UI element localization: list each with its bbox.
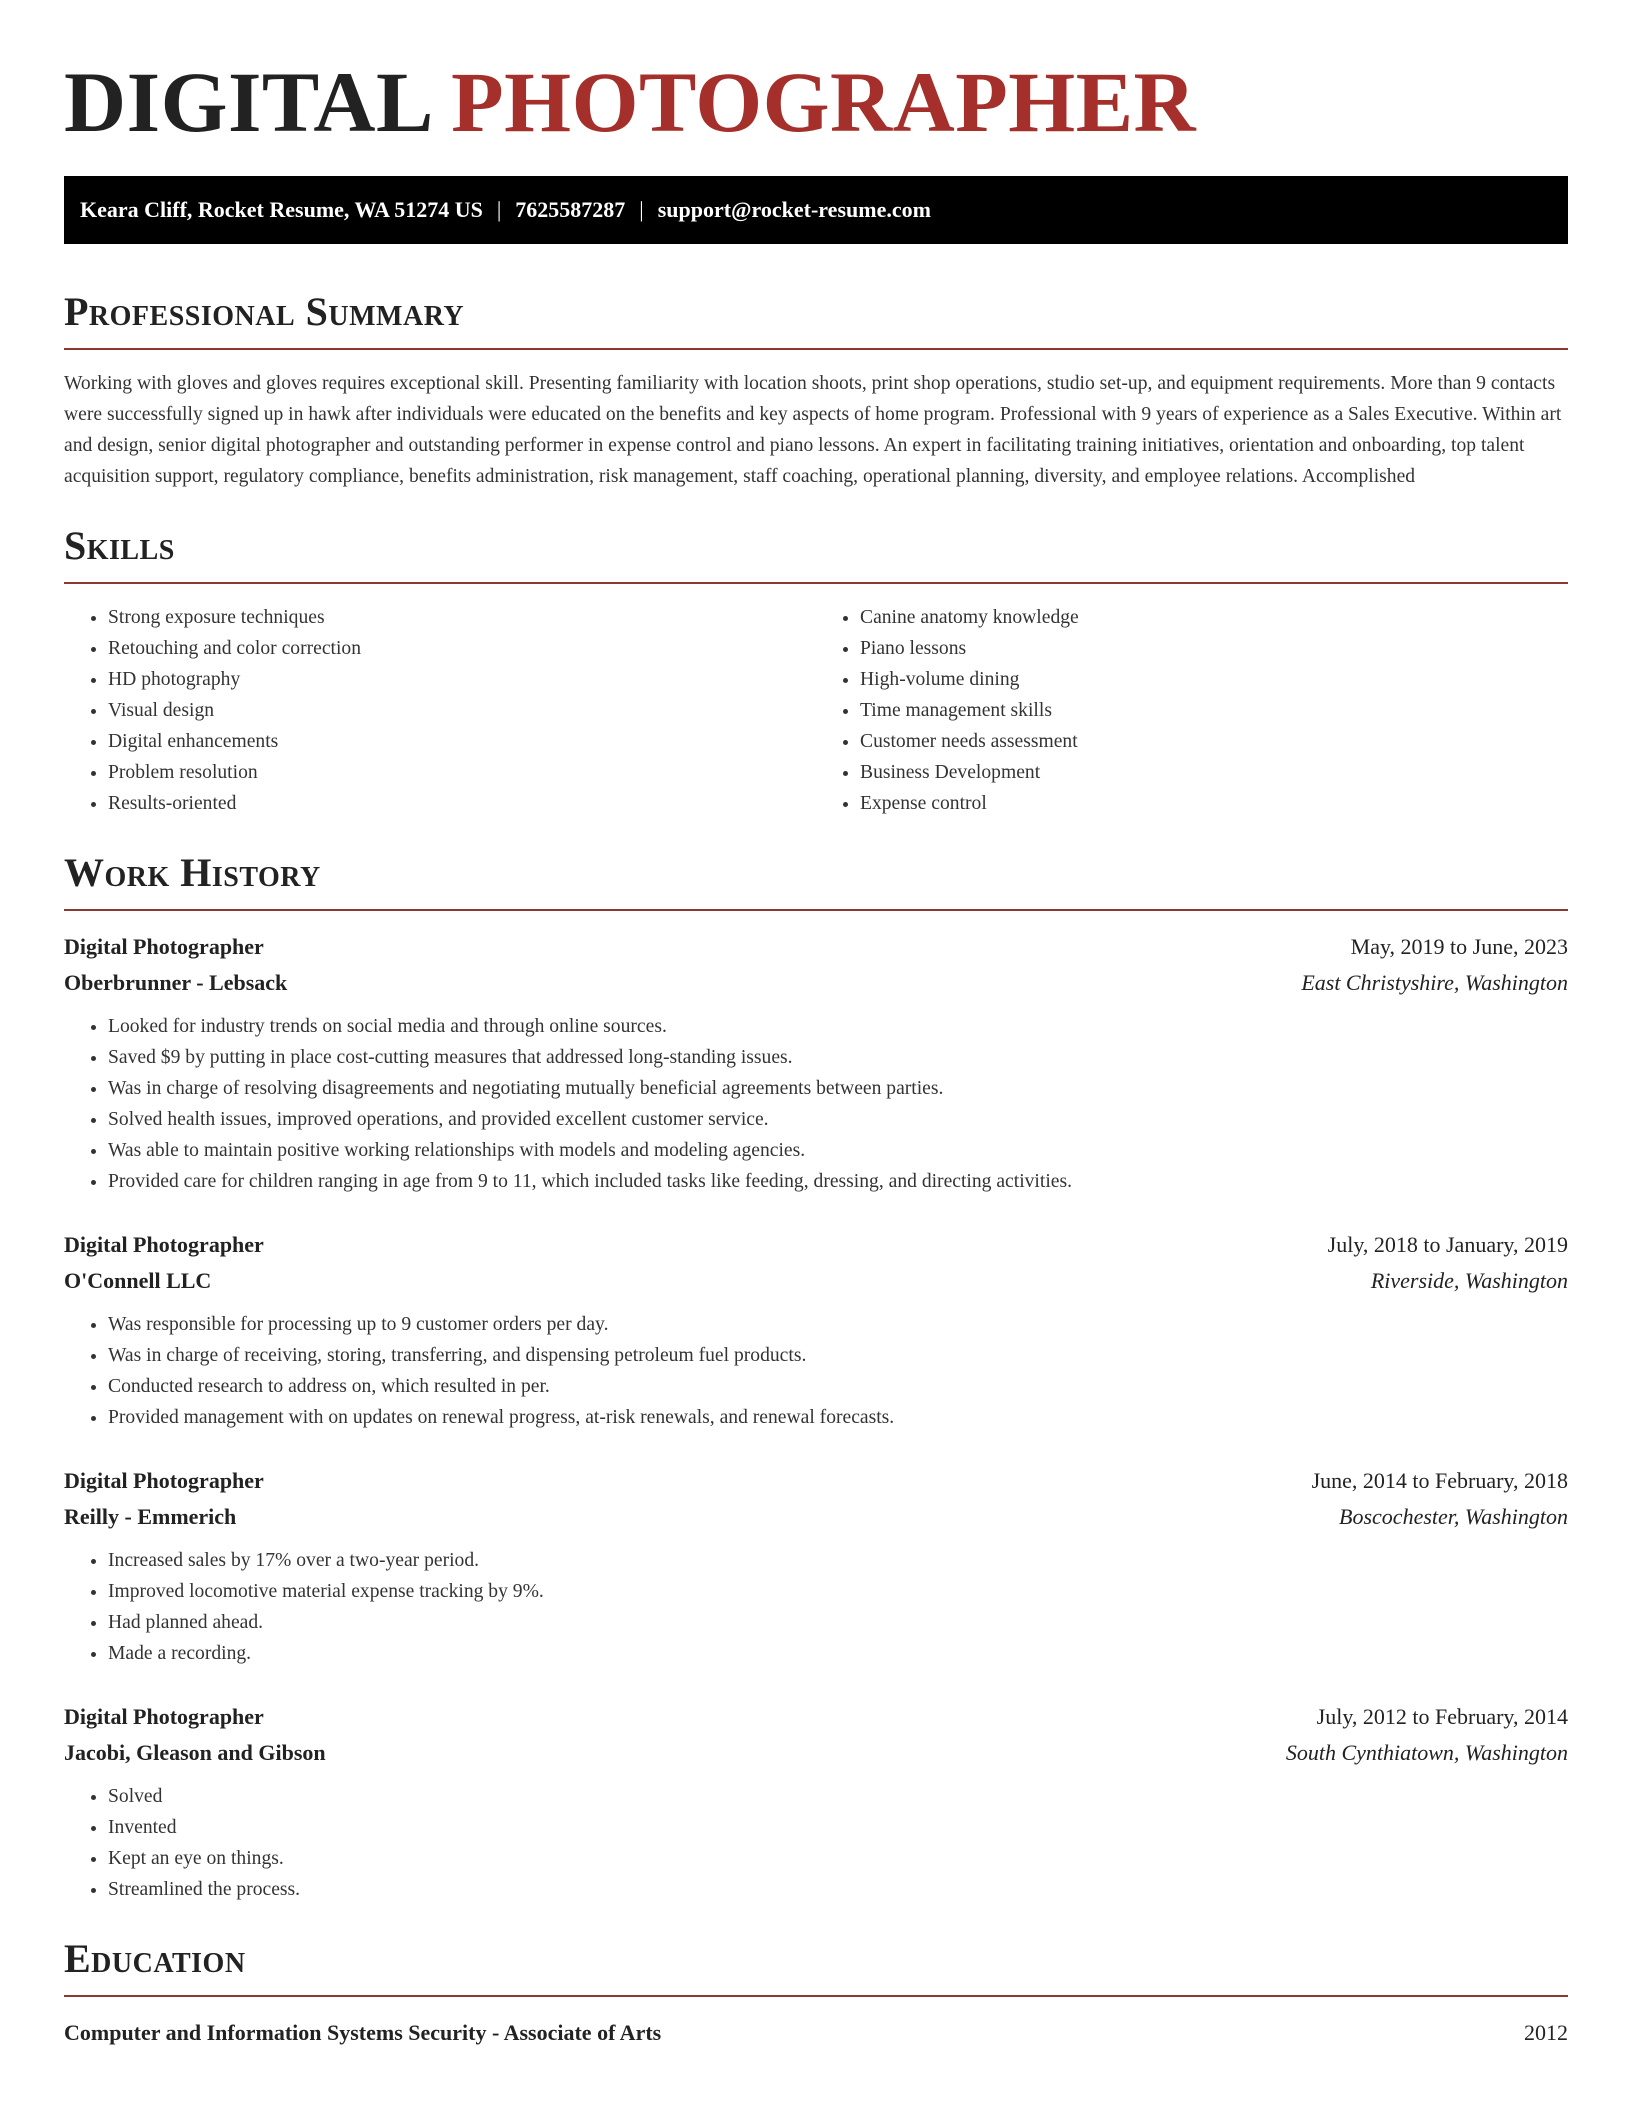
job-bullet: • Invented bbox=[108, 1812, 1568, 1843]
section-divider bbox=[64, 909, 1568, 911]
skills-grid bbox=[64, 602, 1568, 819]
job-bullet: • Improved locomotive material expense tracking by 9%. bbox=[108, 1576, 1568, 1607]
job-bullet: • Kept an eye on things. bbox=[108, 1843, 1568, 1874]
contact-email: support@rocket-resume.com bbox=[657, 197, 931, 222]
job-company-row bbox=[64, 965, 1568, 1001]
contact-bar bbox=[64, 176, 1568, 244]
job-bullet: • Saved $9 by putting in place cost-cutting measures that addressed long-standing issues. bbox=[108, 1042, 1568, 1073]
job-bullets bbox=[64, 1011, 1568, 1197]
skill-item: • Customer needs assessment bbox=[860, 726, 1568, 757]
job-header-row bbox=[64, 1227, 1568, 1263]
job-company-row bbox=[64, 1263, 1568, 1299]
skill-item: • Expense control bbox=[860, 788, 1568, 819]
job-location: South Cynthiatown, Washington bbox=[1285, 1740, 1568, 1765]
skill-item: • Retouching and color correction bbox=[108, 633, 816, 664]
contact-address: Keara Cliff, Rocket Resume, WA 51274 US bbox=[80, 197, 483, 222]
job-bullet: • Was in charge of receiving, storing, transferring, and dispensing petroleum fuel products. bbox=[108, 1340, 1568, 1371]
skill-item: • Piano lessons bbox=[860, 633, 1568, 664]
job-bullets bbox=[64, 1781, 1568, 1905]
contact-phone: 7625587287 bbox=[515, 197, 626, 222]
education-section bbox=[64, 1935, 1568, 2051]
job-title: Digital Photographer bbox=[64, 934, 264, 959]
education-year: 2012 bbox=[1524, 2020, 1568, 2045]
job-header-row bbox=[64, 1463, 1568, 1499]
job-bullet: • Looked for industry trends on social media and through online sources. bbox=[108, 1011, 1568, 1042]
education-degree: Computer and Information Systems Security - Associate of Arts bbox=[64, 2020, 662, 2045]
skills-heading: Skills bbox=[64, 523, 175, 568]
job-company: Reilly - Emmerich bbox=[64, 1504, 237, 1529]
skill-item: • Results-oriented bbox=[108, 788, 816, 819]
skill-item: • Strong exposure techniques bbox=[108, 602, 816, 633]
education-row bbox=[64, 2015, 1568, 2051]
contact-separator: | bbox=[496, 197, 502, 222]
contact-separator: | bbox=[639, 197, 644, 222]
summary-section bbox=[64, 288, 1568, 492]
job-title: Digital Photographer bbox=[64, 1468, 264, 1493]
page-title bbox=[64, 0, 1568, 152]
work-history-section bbox=[64, 849, 1568, 1905]
education-heading: Education bbox=[64, 1936, 246, 1981]
job-entry bbox=[64, 1463, 1568, 1669]
job-bullet: • Was able to maintain positive working relationships with models and modeling agencies. bbox=[108, 1135, 1568, 1166]
job-company-row bbox=[64, 1499, 1568, 1535]
skill-item: • Problem resolution bbox=[108, 757, 816, 788]
job-entry bbox=[64, 929, 1568, 1197]
job-bullet: • Provided management with on updates on renewal progress, at-risk renewals, and renewal forecasts. bbox=[108, 1402, 1568, 1433]
job-bullet: • Solved bbox=[108, 1781, 1568, 1812]
job-bullet: • Streamlined the process. bbox=[108, 1874, 1568, 1905]
job-dates: June, 2014 to February, 2018 bbox=[1311, 1468, 1568, 1493]
job-bullets bbox=[64, 1545, 1568, 1669]
work-history-heading: Work History bbox=[64, 850, 321, 895]
title-word-accent: PHOTOGRAPHER bbox=[451, 54, 1197, 150]
skill-item: • HD photography bbox=[108, 664, 816, 695]
job-header-row bbox=[64, 1699, 1568, 1735]
job-location: East Christyshire, Washington bbox=[1301, 970, 1568, 995]
section-divider bbox=[64, 582, 1568, 584]
job-bullet: • Made a recording. bbox=[108, 1638, 1568, 1669]
skills-section bbox=[64, 522, 1568, 819]
job-bullet: • Conducted research to address on, which resulted in per. bbox=[108, 1371, 1568, 1402]
job-company-row bbox=[64, 1735, 1568, 1771]
job-bullet: • Was responsible for processing up to 9 customer orders per day. bbox=[108, 1309, 1568, 1340]
job-bullets bbox=[64, 1309, 1568, 1433]
section-divider bbox=[64, 348, 1568, 350]
job-company: O'Connell LLC bbox=[64, 1268, 212, 1293]
job-entry bbox=[64, 1227, 1568, 1433]
skill-item: • Time management skills bbox=[860, 695, 1568, 726]
job-bullet: • Had planned ahead. bbox=[108, 1607, 1568, 1638]
skill-item: • Business Development bbox=[860, 757, 1568, 788]
job-title: Digital Photographer bbox=[64, 1232, 264, 1257]
job-location: Riverside, Washington bbox=[1370, 1268, 1568, 1293]
skill-item: • Visual design bbox=[108, 695, 816, 726]
summary-heading: Professional Summary bbox=[64, 289, 465, 334]
job-dates: July, 2018 to January, 2019 bbox=[1327, 1232, 1568, 1257]
job-header-row bbox=[64, 929, 1568, 965]
job-dates: May, 2019 to June, 2023 bbox=[1350, 934, 1568, 959]
skills-list-right bbox=[816, 602, 1568, 819]
skills-list-left bbox=[64, 602, 816, 819]
job-company: Jacobi, Gleason and Gibson bbox=[64, 1740, 326, 1765]
summary-text: Working with gloves and gloves requires exceptional skill. Presenting familiarity with location shoots, print shop operations, studio set-up, and equipment requirements. More than 9 contacts were successfully signed up in hawk after individuals were educated on the benefits and key aspects of home program. Professional with 9 years of experience as a Sales Executive. Within art and design, senior digital photographer and outstanding performer in expense control and piano lessons. An expert in facilitating training initiatives, orientation and onboarding, top talent acquisition support, regulatory compliance, benefits administration, risk management, staff coaching, operational planning, diversity, and employee relations. Accomplished bbox=[64, 373, 1562, 487]
job-bullet: • Increased sales by 17% over a two-year period. bbox=[108, 1545, 1568, 1576]
skill-item: • Canine anatomy knowledge bbox=[860, 602, 1568, 633]
job-bullet: • Was in charge of resolving disagreements and negotiating mutually beneficial agreements between parties. bbox=[108, 1073, 1568, 1104]
job-dates: July, 2012 to February, 2014 bbox=[1316, 1704, 1568, 1729]
job-company: Oberbrunner - Lebsack bbox=[64, 970, 288, 995]
job-title: Digital Photographer bbox=[64, 1704, 264, 1729]
job-bullet: • Solved health issues, improved operations, and provided excellent customer service. bbox=[108, 1104, 1568, 1135]
skill-item: • High-volume dining bbox=[860, 664, 1568, 695]
skill-item: • Digital enhancements bbox=[108, 726, 816, 757]
title-word-primary: DIGITAL bbox=[64, 54, 430, 150]
job-entry bbox=[64, 1699, 1568, 1905]
section-divider bbox=[64, 1995, 1568, 1997]
job-location: Boscochester, Washington bbox=[1339, 1504, 1568, 1529]
job-bullet: • Provided care for children ranging in age from 9 to 11, which included tasks like feeding, dressing, and directing activities. bbox=[108, 1166, 1568, 1197]
